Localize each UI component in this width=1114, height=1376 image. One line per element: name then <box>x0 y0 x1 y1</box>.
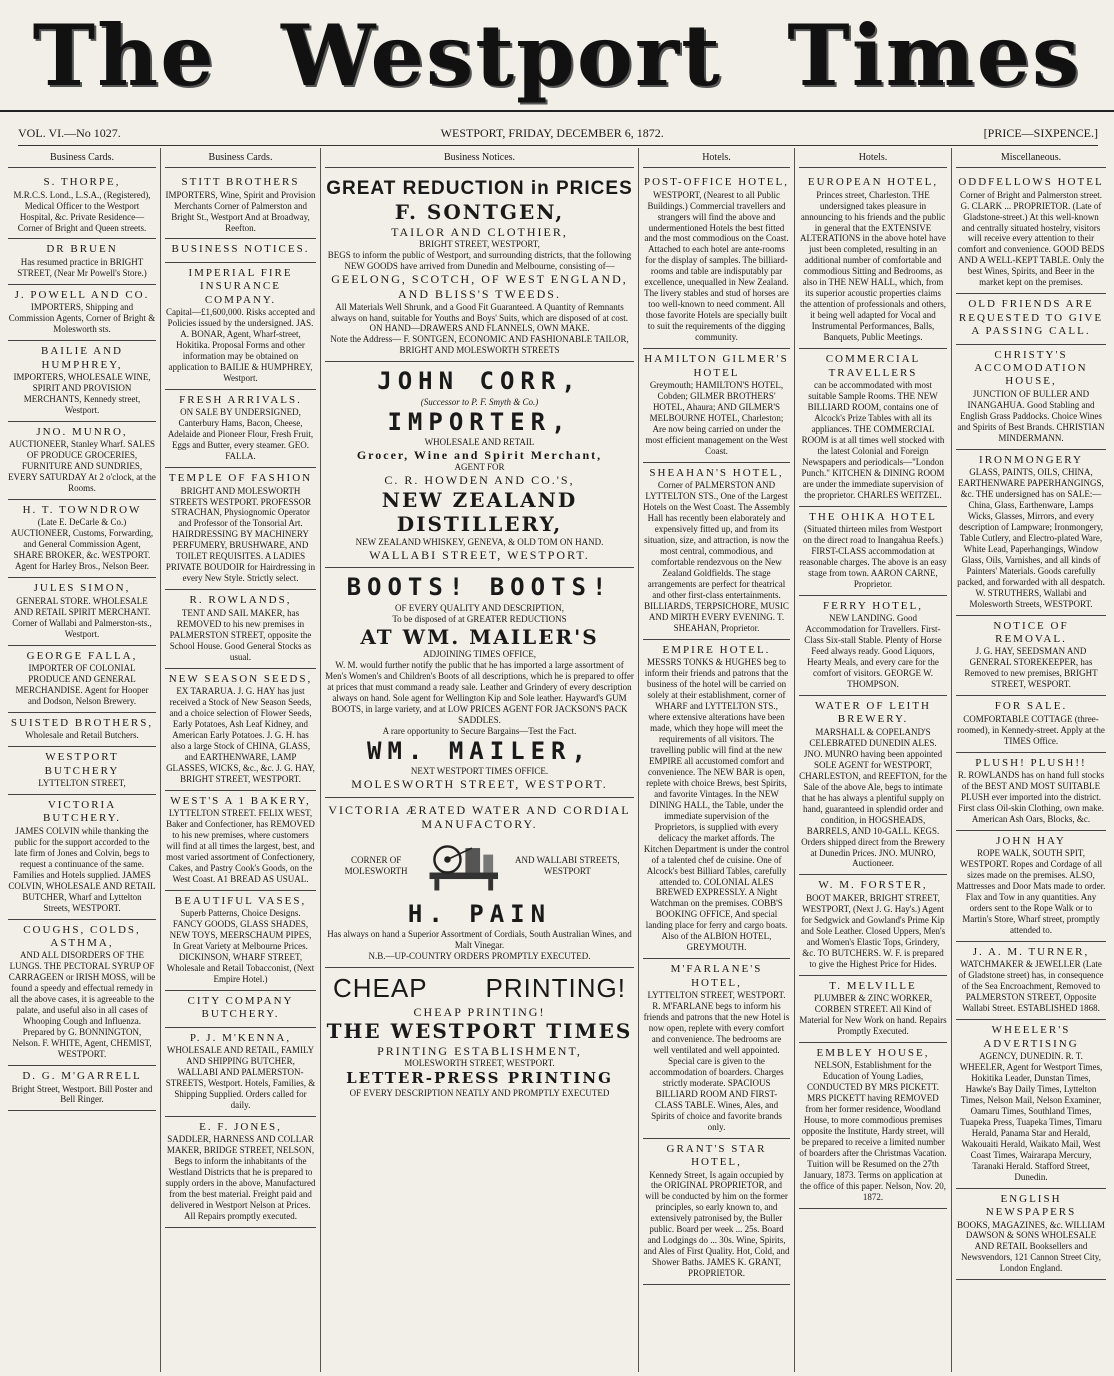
printing-ad <box>325 968 634 1104</box>
ad-body: Bright Street, Westport. Bill Poster and Bell Ringer. <box>11 1083 153 1105</box>
ad-body: WESTPORT, (Nearest to all Public Buildings.) Commercial travellers and strangers will find the above and undermentioned Hotels the best fitted and the most commodious on the Coast. Attached to each hotel are ante-rooms for the display of samples. The billiard-rooms and table are indisputably par excellence, unequalled in New Zealand. The livery stables and stud of horses are too well-known to need comment. All those favorite Hotels are specially built to suit the requirements of the digging community. <box>644 189 789 343</box>
ad-title: E. F. JONES, <box>199 1121 282 1134</box>
advertisement <box>8 795 156 920</box>
advertisement <box>165 239 316 262</box>
pain-machine-row <box>325 832 634 900</box>
advertisement <box>799 976 947 1043</box>
advertisement <box>799 1043 947 1209</box>
corr-ad <box>325 362 634 568</box>
sontgen-ad <box>325 172 634 362</box>
advertisement <box>643 172 790 349</box>
sontgen-goods: GEELONG, SCOTCH, OF WEST ENGLAND, AND BLISS'S TWEEDS. <box>331 272 628 301</box>
ad-title: EUROPEAN HOTEL, <box>807 176 939 189</box>
advertisement <box>8 500 156 578</box>
column-head: Business Notices. <box>325 148 634 168</box>
mailer-quality: OF EVERY QUALITY AND DESCRIPTION, <box>394 602 565 613</box>
printing-right: PRINTING! <box>485 973 626 1004</box>
ad-title: SUISTED BROTHERS, <box>10 716 154 729</box>
mailer-headline: BOOTS! BOOTS! <box>346 573 613 602</box>
advertisement <box>8 713 156 747</box>
column-miscellaneous <box>952 148 1110 1372</box>
pain-text: Has always on hand a Superior Assortment of Cordials, South Australian Wines, and Malt Vinegar. <box>327 929 632 951</box>
ad-title: BEAUTIFUL VASES, <box>174 894 307 907</box>
ad-body: PLUMBER & ZINC WORKER, CORBEN STREET. All Kind of Material for New Work on hand. Repairs Promptly Executed. <box>799 993 947 1036</box>
ad-body: IMPORTERS, Wine, Spirit and Provision Merchants Corner of Palmerston and Bright St., Westport And at Broadway, Reefton. <box>165 189 316 233</box>
ad-body: can be accommodated with most suitable Sample Rooms. THE NEW BILLIARD ROOM, contains one of Alcock's Prize Tables with all its appliances. THE COMMERCIAL ROOM is at all times well stocked with the latest Colonial and Foreign Newspapers and periodicals—"London Punch." KITCHEN & DINING ROOM are under the immediate supervision of the proprietor. CHARLES WEITZEL. <box>801 379 945 500</box>
advertisement <box>643 640 790 960</box>
ad-body: JUNCTION OF BULLER AND INANGAHUA. Good Stabling and English Grass Paddocks. Choice Wines and Spirits of Best Brands. CHRISTIAN MINDERMANN. <box>957 388 1105 443</box>
advertisement <box>956 753 1106 831</box>
ad-list <box>643 172 790 1285</box>
ad-title: FOR SALE. <box>994 700 1068 713</box>
advertisement <box>799 596 947 696</box>
ad-title: WESTPORT BUTCHERY <box>44 751 120 777</box>
ad-title: SHEAHAN'S HOTEL, <box>649 466 784 479</box>
ad-title: DR BRUEN <box>46 243 118 256</box>
advertisement <box>799 875 947 975</box>
ad-title: COUGHS, COLDS, ASTHMA, <box>23 923 141 949</box>
ad-body: BOOKS, MAGAZINES, &c. WILLIAM DAWSON & SONS WHOLESALE AND RETAIL Booksellers and Newsvendors, 121 Cannon Street City, London England. <box>957 1219 1105 1274</box>
ad-body: GENERAL STORE. WHOLESALE AND RETAIL SPIRIT MERCHANT. Corner of Wallabi and Palmerston-sts., Westport. <box>12 595 152 639</box>
ad-body: M.R.C.S. Lond., L.S.A., (Registered), Medical Officer to the Westport Hospital, &c. Private Residence—Corner of Bright and Queen streets. <box>13 189 151 233</box>
advertisement <box>956 1189 1106 1281</box>
advertisement <box>8 422 156 500</box>
mailer-street: MOLESWORTH STREET, WESTPORT. <box>351 777 608 792</box>
ad-title: T. MELVILLE <box>829 979 917 992</box>
ad-title: POST-OFFICE HOTEL, <box>644 176 789 189</box>
ad-body: IMPORTERS, Shipping and Commission Agents, Corner of Bright & Molesworth sts. <box>8 302 156 335</box>
advertisement <box>165 172 316 239</box>
advertisement <box>799 507 947 596</box>
ad-title: IMPERIAL FIRE INSURANCE COMPANY. <box>188 266 293 306</box>
ad-title: WATER OF LEITH BREWERY. <box>815 700 931 726</box>
ad-title: H. T. TOWNDROW <box>22 504 142 517</box>
ad-body: SADDLER, HARNESS AND COLLAR MAKER, BRIDGE STREET, NELSON, Begs to inform the inhabitants of the Westland Districts that he is prepared to supply orders in the above, Manufactured from the best material. Freight paid and delivered in Westport Nelson at Prices. All Repairs promptly executed. <box>165 1134 316 1222</box>
printing-letter: LETTER-PRESS PRINTING <box>346 1069 613 1088</box>
advertisement <box>8 646 156 713</box>
ad-body: AUCTIONEER, Stanley Wharf. SALES OF PRODUCE GROCERIES, FURNITURE AND SUNDRIES, EVERY SATURDAY At 2 o'clock, at the Rooms. <box>8 439 156 494</box>
column-business-cards-1 <box>4 148 161 1372</box>
ad-body: NEW LANDING. Good Accommodation for Travellers. First-Class Six-stall Stable. Plenty of Horse Feed always ready. Good Liquors, Hearty Meals, and every care for the comfort of visitors. GEORGE W. THOMPSON. <box>804 613 942 690</box>
corr-street: WALLABI STREET, WESTPORT. <box>369 547 590 562</box>
ad-title: EMBLEY HOUSE, <box>816 1046 930 1059</box>
column-hotels-1 <box>639 148 795 1372</box>
ad-title: J. POWELL AND CO. <box>14 288 150 301</box>
advertisement <box>8 920 156 1067</box>
advertisement <box>165 1028 316 1117</box>
mailer-ad <box>325 568 634 797</box>
masthead-word-times: Times <box>787 5 1082 105</box>
advertisement <box>165 991 316 1028</box>
aerated-water-machine-icon <box>423 834 505 898</box>
column-hotels-2 <box>795 148 952 1372</box>
sontgen-name: F. SONTGEN, <box>394 200 565 225</box>
ad-body: MARSHALL & COPELAND'S CELEBRATED DUNEDIN ALES. JNO. MUNRO having been appointed SOLE AGENT for WESTPORT, CHARLESTON, and REEFTON, for the Sale of the above Ale, begs to intimate that he has always a plentiful supply on hand, guaranteed in splendid order and condition, in HOGSHEADS, BARRELS, AND 10-GALL. KEGS. Orders shipped direct from the Brewery at Dunedin Prices. JNO. MUNRO, Auctioneer. <box>799 726 947 869</box>
ad-title: IRONMONGERY <box>979 453 1083 466</box>
ad-title: ODDFELLOWS HOTEL <box>958 176 1104 189</box>
sontgen-footer: Note the Address— F. SONTGEN, ECONOMIC AND FASHIONABLE TAILOR, BRIGHT AND MOLESWORTH STREETS <box>330 334 629 356</box>
ad-title: WHEELER'S ADVERTISING <box>983 1024 1079 1050</box>
masthead <box>0 0 1114 112</box>
printing-street: MOLESWORTH STREET, WESTPORT. <box>404 1058 555 1069</box>
column-business-notices <box>321 148 639 1372</box>
ad-body: NELSON, Establishment for the Education of Young Ladies, CONDUCTED BY MRS PICKETT. MRS PICKETT having REMOVED from her former residence, Woodland House, to more commodious premises opposite the Institute, Hardy street, will be prepared to receive a limited number of boarders after the Christmas Vacation. Tuition will be Resumed on the 27th January, 1873. Terms on application at the office of this paper. Nelson, Nov. 20, 1872. <box>799 1060 947 1202</box>
printing-est: PRINTING ESTABLISHMENT, <box>377 1043 582 1058</box>
ad-title: D. G. M'GARRELL <box>22 1070 142 1083</box>
ad-body: IMPORTER OF COLONIAL PRODUCE AND GENERAL MERCHANDISE. Agent for Hooper and Dodson, Nelson Brewery. <box>15 663 149 706</box>
ad-body: Corner of Bright and Palmerston street. G. CLARK ... PROPRIETOR. (Late of Gladstone-street.) At this well-known and centrally situated hostelry, visitors will receive every attention to their comfort and convenience. GOOD BEDS AND A WELL-KEPT TABLE. Only the best Wines, Spirits, and Beer in the market kept on the premises. <box>957 189 1105 288</box>
ad-body: Superb Patterns, Choice Designs. FANCY GOODS, GLASS SHADES, NEW TOYS, MEERSCHAUM PIPES, In Great Variety at Melbourne Prices. DICKINSON, WHARF STREET, Wholesale and Retail Tobacconist, (Next Empire Hotel.) <box>166 908 315 985</box>
volume-number: VOL. VI.—No 1027. <box>18 126 121 140</box>
column-head: Miscellaneous. <box>956 148 1106 168</box>
corr-role: IMPORTER, <box>387 407 572 436</box>
ad-body: (Late E. DeCarle & Co.) AUCTIONEER, Customs, Forwarding, and General Commission Agent, SHARE BROKER, &c. WESTPORT. Agent for Harley Bros., Nelson Beer. <box>10 517 154 572</box>
mailer-name: WM. MAILER, <box>367 736 592 765</box>
pain-headline: VICTORIA ÆRATED WATER AND CORDIAL MANUFACTORY. <box>328 802 631 832</box>
ad-body: AND ALL DISORDERS OF THE LUNGS. THE PECTORAL SYRUP OF CARRAGEEN or IRISH MOSS, will be found a speedy and effectual remedy in all the above cases, it is agreeable to the palate, and useful also in all cases of Whooping Cough and Influenza. Prepared by G. BONNINGTON, Nelson. F. WHITE, Agent, CHEMIST, WESTPORT. <box>8 950 156 1060</box>
ad-title: FRESH ARRIVALS. <box>179 393 302 406</box>
ad-list <box>165 172 316 1228</box>
pain-left: CORNER OF MOLESWORTH <box>344 854 408 876</box>
ad-title: WEST'S A 1 BAKERY, <box>170 794 311 807</box>
advertisement <box>956 831 1106 942</box>
ad-body: TENT AND SAIL MAKER, has REMOVED to his new premises in PALMERSTON STREET, opposite the School House. Good General Stocks as usual. <box>169 607 312 662</box>
ad-body: BRIGHT AND MOLESWORTH STREETS WESTPORT. PROFESSOR STRACHAN, Physiognomic Operator and Professor of the Tonsorial Art. HAIRDRESSING BY MACHINERY PERFUMERY, BRUSHWARE, AND TOILET REQUISITES. A LADIES PRIVATE BOUDOIR for Hairdressing in every New Style. Strictly select. <box>165 485 316 584</box>
advertisement <box>956 450 1106 616</box>
advertisement <box>8 285 156 341</box>
corr-agent-for: C. R. HOWDEN AND CO.'S, <box>384 473 575 488</box>
ad-body: Capital—£1,600,000. Risks accepted and Policies issued by the undersigned. JAS. A. BONAR, Agent, Wharf-street, Hokitika. Proposal Forms and other information may be obtained on application to BAILIE & HUMPHREY, Westport. <box>166 307 315 383</box>
ad-title: R. ROWLANDS, <box>189 594 292 607</box>
ad-title: GRANT'S STAR HOTEL, <box>666 1142 767 1169</box>
ad-title: TEMPLE OF FASHION <box>168 472 313 485</box>
ad-title: PLUSH! PLUSH!! <box>975 756 1087 769</box>
advertisement <box>799 696 947 875</box>
advertisement <box>643 1139 790 1286</box>
column-head: Business Cards. <box>165 148 316 168</box>
ad-list <box>8 172 156 1111</box>
ad-list <box>956 172 1106 1280</box>
ad-body: R. ROWLANDS has on hand full stocks of the BEST AND MOST SUITABLE PLUSH ever imported into the district. First class Oil-skin Clothing, own make. American Ash Oars, Blocks, &c. <box>957 770 1105 824</box>
advertisement <box>799 172 947 349</box>
ad-title: VICTORIA BUTCHERY. <box>42 799 121 825</box>
ad-body: WHOLESALE AND RETAIL, FAMILY AND SHIPPING BUTCHER, WALLABI AND PALMERSTON-STREETS, Westport. Hotels, Families, & Shipping Supplied. Orders called for daily. <box>165 1045 316 1111</box>
cheap-printing-row <box>325 973 634 1005</box>
ad-body: (Situated thirteen miles from Westport on the direct road to Inangahua Reefs.) FIRST-CLASS accommodation at reasonable charges. The above is an easy stage from town. AARON CARNE, Proprietor. <box>799 524 947 589</box>
advertisement <box>165 590 316 668</box>
advertisement <box>956 345 1106 450</box>
sontgen-headline: GREAT REDUCTION in PRICES <box>326 178 633 200</box>
printing-sub: CHEAP PRINTING! <box>413 1004 546 1019</box>
pain-name: H. PAIN <box>407 899 552 928</box>
advertisement <box>799 349 947 506</box>
ad-body: Greymouth; HAMILTON'S HOTEL, Cobden; GILMER BROTHERS' HOTEL, Ahaura; AND GILMER'S MELBOURNE HOTEL, Charleston; Are now being carried on under the most efficient management on the West Coast. <box>645 379 788 456</box>
ad-title: NOTICE OF REMOVAL. <box>993 619 1069 645</box>
ad-body: COMFORTABLE COTTAGE (three-roomed), in Kennedy-street. Apply at the TIMES Office. <box>957 713 1105 746</box>
ad-list <box>799 172 947 1209</box>
advertisement <box>8 1066 156 1111</box>
ad-title: JOHN HAY <box>996 834 1066 847</box>
masthead-word-the: The <box>32 5 216 105</box>
pain-ad <box>325 798 634 968</box>
price: [PRICE—SIXPENCE.] <box>983 126 1098 140</box>
ad-title: NEW SEASON SEEDS, <box>168 672 313 685</box>
corr-products: NEW ZEALAND WHISKEY, GENEVA, & OLD TOM ON HAND. <box>355 536 604 547</box>
advertisement <box>956 696 1106 752</box>
ad-title: M'FARLANE'S HOTEL, <box>670 963 763 989</box>
advertisement <box>165 1117 316 1228</box>
ad-body: ON SALE BY UNDERSIGNED, Canterbury Hams, Bacon, Cheese, Adelaide and Pioneer Flour, Fresh Fruit, Eggs and Butter, every steamer. GEO. FALLA. <box>167 407 314 462</box>
ad-title: W. M. FORSTER, <box>818 879 928 892</box>
ad-body: LYTTELTON STREET. FELIX WEST, Baker and Confectioner, has REMOVED to his new premises, where customers will find at all times the largest, best, and most varied assortment of Confectionery, Cakes, and Pastry Cook's Goods, on the West Coast. A1 BREAD AS USUAL. <box>166 808 315 884</box>
dateline <box>18 122 1098 146</box>
ad-title: EMPIRE HOTEL. <box>662 643 771 656</box>
ad-title: JULES SIMON, <box>33 582 131 595</box>
mailer-at: AT WM. MAILER'S <box>360 624 599 649</box>
ad-body: J. G. HAY, SEEDSMAN AND GENERAL STOREKEEPER, has Removed to new premises, BRIGHT STREET, WESPORT. <box>964 646 1098 690</box>
advertisement <box>956 942 1106 1020</box>
pain-right: AND WALLABI STREETS, WESTPORT <box>515 854 620 876</box>
advertisement <box>643 959 790 1138</box>
ad-body: Wholesale and Retail Butchers. <box>25 730 139 741</box>
ad-title: FERRY HOTEL, <box>823 599 923 612</box>
ad-title: CITY COMPANY BUTCHERY. <box>187 995 294 1021</box>
ad-title: JNO. MUNRO, <box>36 425 128 438</box>
ad-body: Princes street, Charleston. THE undersigned takes pleasure in announcing to his friends and the public in general that the EXTENSIVE ALTERATIONS in the above hotel have just been completed, resulting in an additional number of comfortable and commodious Sitting and Bedrooms, as also in THE NEW HALL, which, from its superior acoustic properties claims the attention of professionals and others, it being well adapted for Vocal and Instrumental Performances, Balls, Banquets, Public Meetings. <box>800 189 946 343</box>
advertisement <box>8 239 156 284</box>
advertisement <box>8 747 156 795</box>
column-business-cards-2 <box>161 148 321 1372</box>
corr-agent: AGENT FOR <box>454 462 505 473</box>
ad-body: GLASS, PAINTS, OILS, CHINA, EARTHENWARE PAPERHANGINGS, &c. THE undersigned has on SALE:—China, Glass, Earthenware, Lamps Wicks, Glasses, Mirrors, and every description of Lampware; Ironmongery, Table Cutlery, and Electro-plated Ware, White Lead, Paperhangings, Window Glass, Oils, Varnishes, and all kinds of Painters' Materials. Goods carefully packed, and forwarded with all despatch. W. STRUTHERS, Wallabi and Molesworth Streets, WESTPORT. <box>957 467 1105 609</box>
ad-body: IMPORTERS, WHOLESALE WINE, SPIRIT AND PROVISION MERCHANTS, Kennedy street, Westport. <box>13 371 151 415</box>
mailer-disposed: To be disposed of at GREATER REDUCTIONS <box>392 613 567 624</box>
corr-successor: (Successor to P. F. Smyth & Co.) <box>420 396 539 407</box>
ad-title: ENGLISH NEWSPAPERS <box>985 1192 1077 1219</box>
advertisement <box>956 294 1106 344</box>
pain-note: N.B.—UP-COUNTRY ORDERS PROMPTLY EXECUTED. <box>368 951 591 962</box>
advertisement <box>165 891 316 991</box>
ad-title: THE OHIKA HOTEL <box>809 510 937 523</box>
ad-body: LYTTELTON STREET, <box>38 778 126 789</box>
place-date: WESTPORT, FRIDAY, DECEMBER 6, 1872. <box>440 126 664 140</box>
printing-left: CHEAP <box>333 973 428 1004</box>
advertisement <box>643 463 790 640</box>
mailer-adjoining: ADJOINING TIMES OFFICE, <box>422 649 537 660</box>
ad-title: OLD FRIENDS ARE REQUESTED TO GIVE A PASSING CALL. <box>958 298 1104 338</box>
ad-title: CHRISTY'S ACCOMODATION HOUSE, <box>974 348 1088 388</box>
ad-body: LYTTELTON STREET, WESTPORT. R. M'FARLANE begs to inform his friends and patrons that the new Hotel is now open, replete with every comfort and convenience. The bedrooms are well ventilated and well appointed. Special care is given to the accommodation of boarders. Charges strictly moderate. SPACIOUS BILLIARD ROOM AND FIRST-CLASS TABLE. Wines, Ales, and Spirits of choice and favorite brands only. <box>643 990 790 1132</box>
advertisement <box>8 341 156 422</box>
advertisement <box>165 791 316 891</box>
mailer-next: NEXT WESTPORT TIMES OFFICE. <box>410 766 549 777</box>
sontgen-trade: TAILOR AND CLOTHIER, <box>391 224 568 239</box>
ad-body: BOOT MAKER, BRIGHT STREET, WESTPORT, (Next J. G. Hay's.) Agent for Sedgwick and Gowland's Prime Kip and Sole Leather. Closed Uppers, Men's and Women's Elastic Tops, Grindery, &c. TO BUTCHERS. W. F. is prepared to give the Highest Price for Hides. <box>800 892 946 969</box>
mailer-opportunity: A rare opportunity to Secure Bargains—Test the Fact. <box>382 725 577 736</box>
ad-body: MESSRS TONKS & HUGHES beg to inform their friends and patrons that the business of the hotel will be carried on solely at their establishment, corner of WHARF and LYTTELTON STS., where extensive alterations have been made, which they hope will meet the requirements of all visitors. The travelling public will find at the new EMPIRE all accustomed comfort and convenience. The NEW BAR is open, replete with choice Brews, best Spirits, and favorite Vintages. In the NEW DINING HALL, the Table, under the immediate supervision of the Proprietors, is supplied with every delicacy the market affords. The Kitchen Department is under the control of a talented chef de cuisine. One of Alcock's best Billiard Tables, carefully attended to. COLONIAL ALES BREWED EXPRESSLY. A Night Watchman on the premises. COBB'S BOOKING OFFICE, And special landing place for ferry and cargo boats. Also of the ALBION HOTEL, GREYMOUTH. <box>643 657 790 953</box>
ad-body: WATCHMAKER & JEWELLER (Late of Gladstone street) has, in consequence of the Sea Encroachment, Removed to PALMERSTON STREET, Opposite Wallabi Street. ESTABLISHED 1868. <box>958 959 1104 1014</box>
ad-body: Kennedy Street, Is again occupied by the ORIGINAL PROPRIETOR, and will be conducted by him on the former principles, so early known to, and extensively patronised by, the Buller public. Board per week ... 25s. Board and Lodgings do ... 30s. Wine, Spirits, and Ales of First Quality. Hot, Cold, and Shower Baths. JAMES K. GRANT, PROPRIETOR. <box>643 1169 790 1279</box>
advertisement <box>956 172 1106 294</box>
corr-trade: WHOLESALE AND RETAIL <box>424 436 535 447</box>
ad-title: S. THORPE, <box>43 176 121 189</box>
sontgen-note: All Materials Well Shrunk, and a Good Fit Guaranteed. A Quantity of Remnants always on hand, suitable for Youths and Boys' Suits, which are disposed of at cost. ON HAND—DRAWERS AND FLANNELS, OWN MAKE. <box>330 301 629 334</box>
ad-title: STITT BROTHERS <box>181 176 300 189</box>
advertisement <box>165 390 316 468</box>
ad-title: BUSINESS NOTICES. <box>171 243 310 256</box>
masthead-word-westport: Westport <box>281 5 722 105</box>
advertisement <box>8 172 156 239</box>
ad-body: JAMES COLVIN while thanking the public for the support accorded to the late firm of Jones and Colvin, begs to request a continuance of the same. Families and Hotels supplied. JAMES COLVIN, WHOLESALE AND RETAIL BUTCHER, Wharf and Lyttelton Streets, WESTPORT. <box>8 825 156 913</box>
ad-title: HAMILTON GILMER'S HOTEL <box>644 353 789 379</box>
printing-paper: THE WESTPORT TIMES <box>326 1019 633 1044</box>
mailer-text: W. M. would further notify the public that he has imported a large assortment of Men's Women's and Children's Boots of all descriptions, which he is prepared to offer at prices that must command a ready sale. Leather and Grindery of every description always on hand. Sole agent for Wellington Kip and Sole leather. Hayward's GUM BOOTS, in large variety, and at LOW PRICES AGENT FOR JACKSON'S PACK SADDLES. <box>325 660 634 725</box>
advertisement <box>165 468 316 590</box>
columns <box>4 148 1110 1372</box>
ad-body: EX TARARUA. J. G. HAY has just received a Stock of New Season Seeds, and a choice selection of Flower Seeds, Early Potatoes, Ash Leaf Kidney, and American Early Potatoes. J. G. H. has also a large Stock of CHINA, GLASS, and EARTHENWARE, LAMP GLASSES, WICKS, &c., &c. J. G. HAY, BRIGHT STREET, WESTPORT. <box>166 685 315 784</box>
corr-name: JOHN CORR, <box>377 367 582 396</box>
advertisement <box>956 616 1106 697</box>
sontgen-text: BEGS to inform the public of Westport, and surrounding districts, that the following NEW GOODS have arrived from Dunedin and Melbourne, consisting of— <box>327 250 632 272</box>
ad-title: COMMERCIAL TRAVELLERS <box>825 353 921 379</box>
column-head: Hotels. <box>643 148 790 168</box>
column-head: Business Cards. <box>8 148 156 168</box>
corr-line: Grocer, Wine and Spirit Merchant, <box>356 447 603 462</box>
sontgen-address: BRIGHT STREET, WESTPORT, <box>419 239 540 250</box>
ad-title: P. J. M'KENNA, <box>189 1031 292 1044</box>
advertisement <box>643 349 790 463</box>
advertisement <box>165 669 316 791</box>
ad-body: AGENCY, DUNEDIN. R. T. WHEELER, Agent for Westport Times, Hokitika Leader, Dunstan Times, Hawke's Bay Daily Times, Lyttelton Times, Nelson Mail, Nelson Examiner, Oamaru Times, Southland Times, Tuapeka Press, Tuapeka Times, Timaru Herald, Panama Star and Herald, Wakouaiti Herald, Waikato Mail, West Coast Times, Wairarapa Mercury, Taranaki Herald. Stafford Street, Dunedin. <box>959 1051 1103 1182</box>
ad-body: ROPE WALK, SOUTH SPIT, WESTPORT. Ropes and Cordage of all sizes made on the premises. ALSO, Mattresses and Door Mats made to order. Flax and Tow in any quantities. Any orders sent to the Rope Walk or to Martin's Store, Wharf street, promptly attended to. <box>956 848 1106 936</box>
corr-distillery: NEW ZEALAND DISTILLERY, <box>381 488 578 537</box>
advertisement <box>956 1020 1106 1188</box>
advertisement <box>165 263 316 390</box>
ad-body: Corner of PALMERSTON AND LYTTELTON STS., One of the Largest Hotels on the West Coast. The Assembly Hall has recently been elaborately and expensively fitted up, and from its situation, size, and attraction, is now the most central, commodious, and comfortable rendezvous on the New Zealand Goldfields. The stage arrangements are perfect for theatrical and other first-class entertainments. BILLIARDS, TERPSICHORE, MUSIC AND MIRTH EVERY EVENING. T. SHEAHAN, Proprietor. <box>643 480 790 633</box>
column-head: Hotels. <box>799 148 947 168</box>
ad-title: GEORGE FALLA, <box>26 649 138 662</box>
ad-body: Has resumed practice in BRIGHT STREET, (Near Mr Powell's Store.) <box>17 256 147 278</box>
printing-footer: OF EVERY DESCRIPTION NEATLY AND PROMPTLY EXECUTED <box>349 1087 610 1098</box>
ad-title: BAILIE AND HUMPHREY, <box>40 345 124 371</box>
ad-title: J. A. M. TURNER, <box>972 946 1090 958</box>
advertisement <box>8 578 156 645</box>
